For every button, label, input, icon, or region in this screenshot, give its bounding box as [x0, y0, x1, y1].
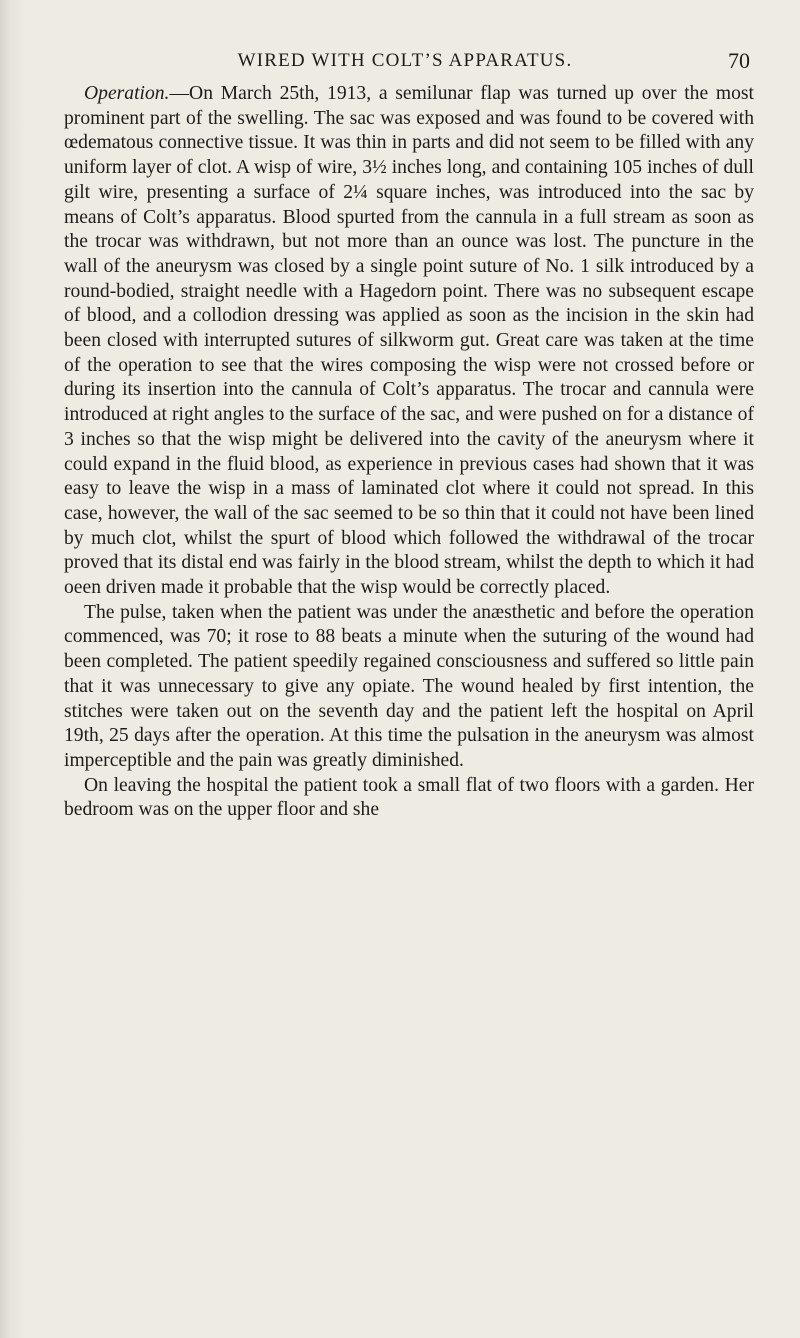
running-head: WIRED WITH COLT’S APPARATUS. — [237, 50, 573, 71]
page-header — [60, 48, 750, 74]
paragraph-operation — [64, 82, 754, 601]
paragraph-pulse — [64, 601, 754, 774]
paragraph-text: The pulse, taken when the patient was under the anæsthetic and before the operation commenced, was 70; it rose to 88 beats a minute when the suturing of the wound had been completed. The patient speedily regained consciousness and suffered so little pain that it was unnecessary to give any opiate. The wound healed by first intention, the stitches were taken out on the seventh day and the patient left the hospital on April 19th, 25 days after the operation. At this time the pulsation in the aneurysm was almost imperceptible and the pain was greatly diminished. — [64, 601, 754, 771]
paragraph-leaving-hospital — [64, 774, 754, 823]
body-text — [64, 82, 754, 823]
page-number: 70 — [728, 48, 750, 73]
paragraph-text: On leaving the hospital the patient took a small flat of two floors with a garden. Her bedroom was on the upper floor and she — [64, 774, 754, 821]
section-lead-in: Operation. — [84, 83, 170, 104]
paragraph-text: —On March 25th, 1913, a semilunar flap was turned up over the most prominent part of the swelling. The sac was exposed and was found to be covered with œdematous connective tissue. It was thin in parts and did not seem to be filled with any uniform layer of clot. A wisp of wire, 3½ inches long, and containing 105 inches of dull gilt wire, presenting a surface of 2¼ square inches, was introduced into the sac by means of Colt’s apparatus. Blood spurted from the cannula in a full stream as soon as the trocar was withdrawn, but not more than an ounce was lost. The puncture in the wall of the aneurysm was closed by a single point suture of No. 1 silk introduced by a round-bodied, straight needle with a Hagedorn point. There was no subsequent escape of blood, and a collodion dressing was applied as soon as the incision in the skin had been closed with interrupted sutures of silkworm gut. Great care was taken at the time of the operation to see that the wires composing the wisp were not crossed before or during its insertion into the cannula of Colt’s apparatus. The trocar and cannula were introduced at right angles to the surface of the sac, and were pushed on for a distance of 3 inches so that the wisp might be delivered into the cavity of the aneurysm where it could expand in the fluid blood, as experience in previous cases had shown that it was easy to leave the wisp in a mass of laminated clot where it could not spread. In this case, however, the wall of the sac seemed to be so thin that it could not have been lined by much clot, whilst the spurt of blood which followed the withdrawal of the trocar proved that its distal end was fairly in the blood stream, whilst the depth to which it had oeen driven made it probable that the wisp would be correctly placed. — [64, 83, 754, 599]
